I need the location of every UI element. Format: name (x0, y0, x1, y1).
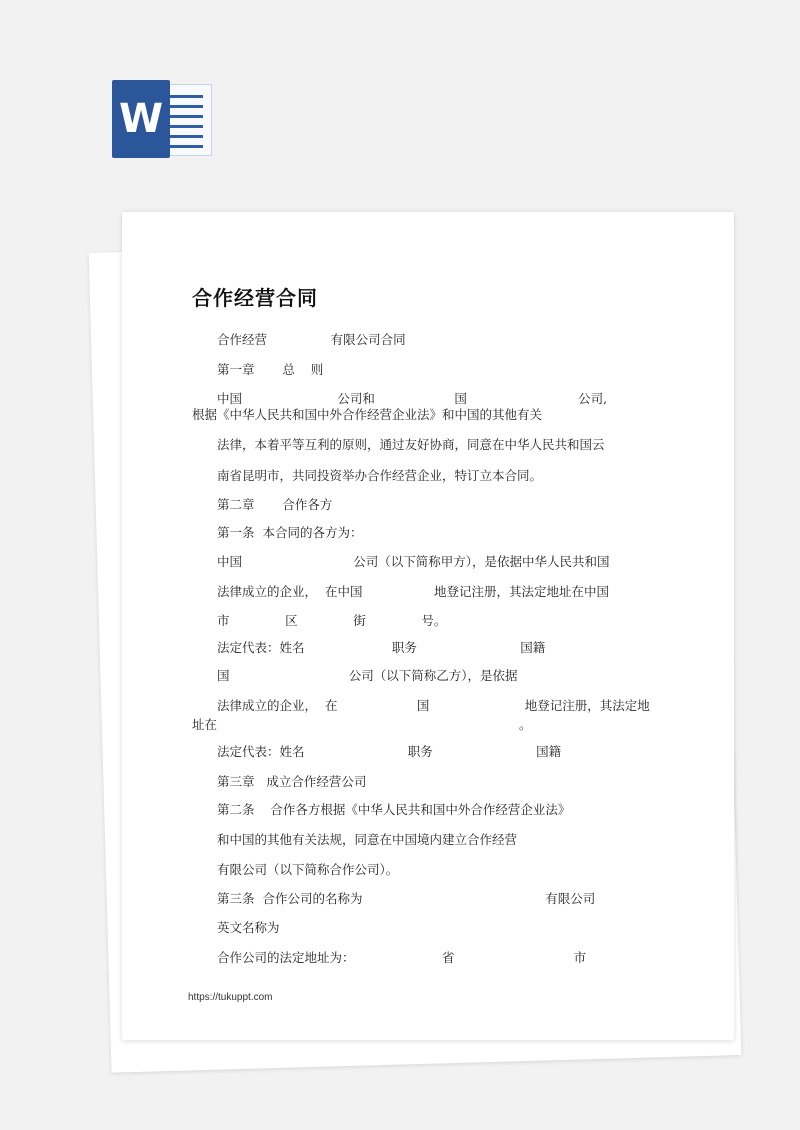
doc-line: 第二条 合作各方根据《中华人民共和国中外合作经营企业法》 (217, 802, 571, 817)
doc-line: 法律，本着平等互利的原则，通过友好协商，同意在中华人民共和国云 (217, 437, 605, 452)
doc-line: 中国 公司和 国 公司, (217, 391, 608, 406)
doc-line: 有限公司（以下简称合作公司）。 (217, 862, 399, 877)
doc-line: 法律成立的企业， 在中国 地登记注册，其法定地址在中国 (217, 584, 609, 599)
doc-line: 第三章 成立合作经营公司 (217, 774, 367, 789)
word-logo-letter: W (112, 80, 170, 158)
doc-line: 合作公司的法定地址为： 省 市 (217, 950, 587, 965)
doc-line: 国 公司（以下简称乙方），是依据 (217, 668, 518, 683)
page-title: 合作经营合同 (192, 286, 318, 310)
doc-line: 英文名称为 (217, 920, 280, 935)
doc-line: 法定代表：姓名 职务 国籍 (217, 640, 546, 655)
footer-url: https://tukuppt.com (188, 992, 273, 1003)
doc-line: 和中国的其他有关法规，同意在中国境内建立合作经营 (217, 832, 518, 847)
doc-line: 市 区 街 号。 (217, 613, 447, 628)
doc-line: 第一章 总 则 (217, 362, 324, 377)
doc-line: 第三条 合作公司的名称为 有限公司 (217, 891, 596, 906)
doc-line: 南省昆明市，共同投资举办合作经营企业，特订立本合同。 (217, 468, 543, 483)
word-logo-icon (112, 80, 214, 158)
doc-line: 合作经营 有限公司合同 (217, 332, 406, 347)
doc-line: 法律成立的企业， 在 国 地登记注册，其法定地 (217, 698, 650, 713)
document-page (122, 212, 734, 1040)
doc-line: 第一条 本合同的各方为： (217, 525, 363, 540)
doc-line: 第二章 合作各方 (217, 497, 333, 512)
doc-line: 法定代表：姓名 职务 国籍 (217, 744, 562, 759)
doc-line: 中国 公司（以下简称甲方），是依据中华人民共和国 (217, 554, 610, 569)
doc-line: 址在 。 (192, 717, 532, 732)
doc-line: 根据《中华人民共和国中外合作经营企业法》和中国的其他有关 (192, 407, 543, 422)
